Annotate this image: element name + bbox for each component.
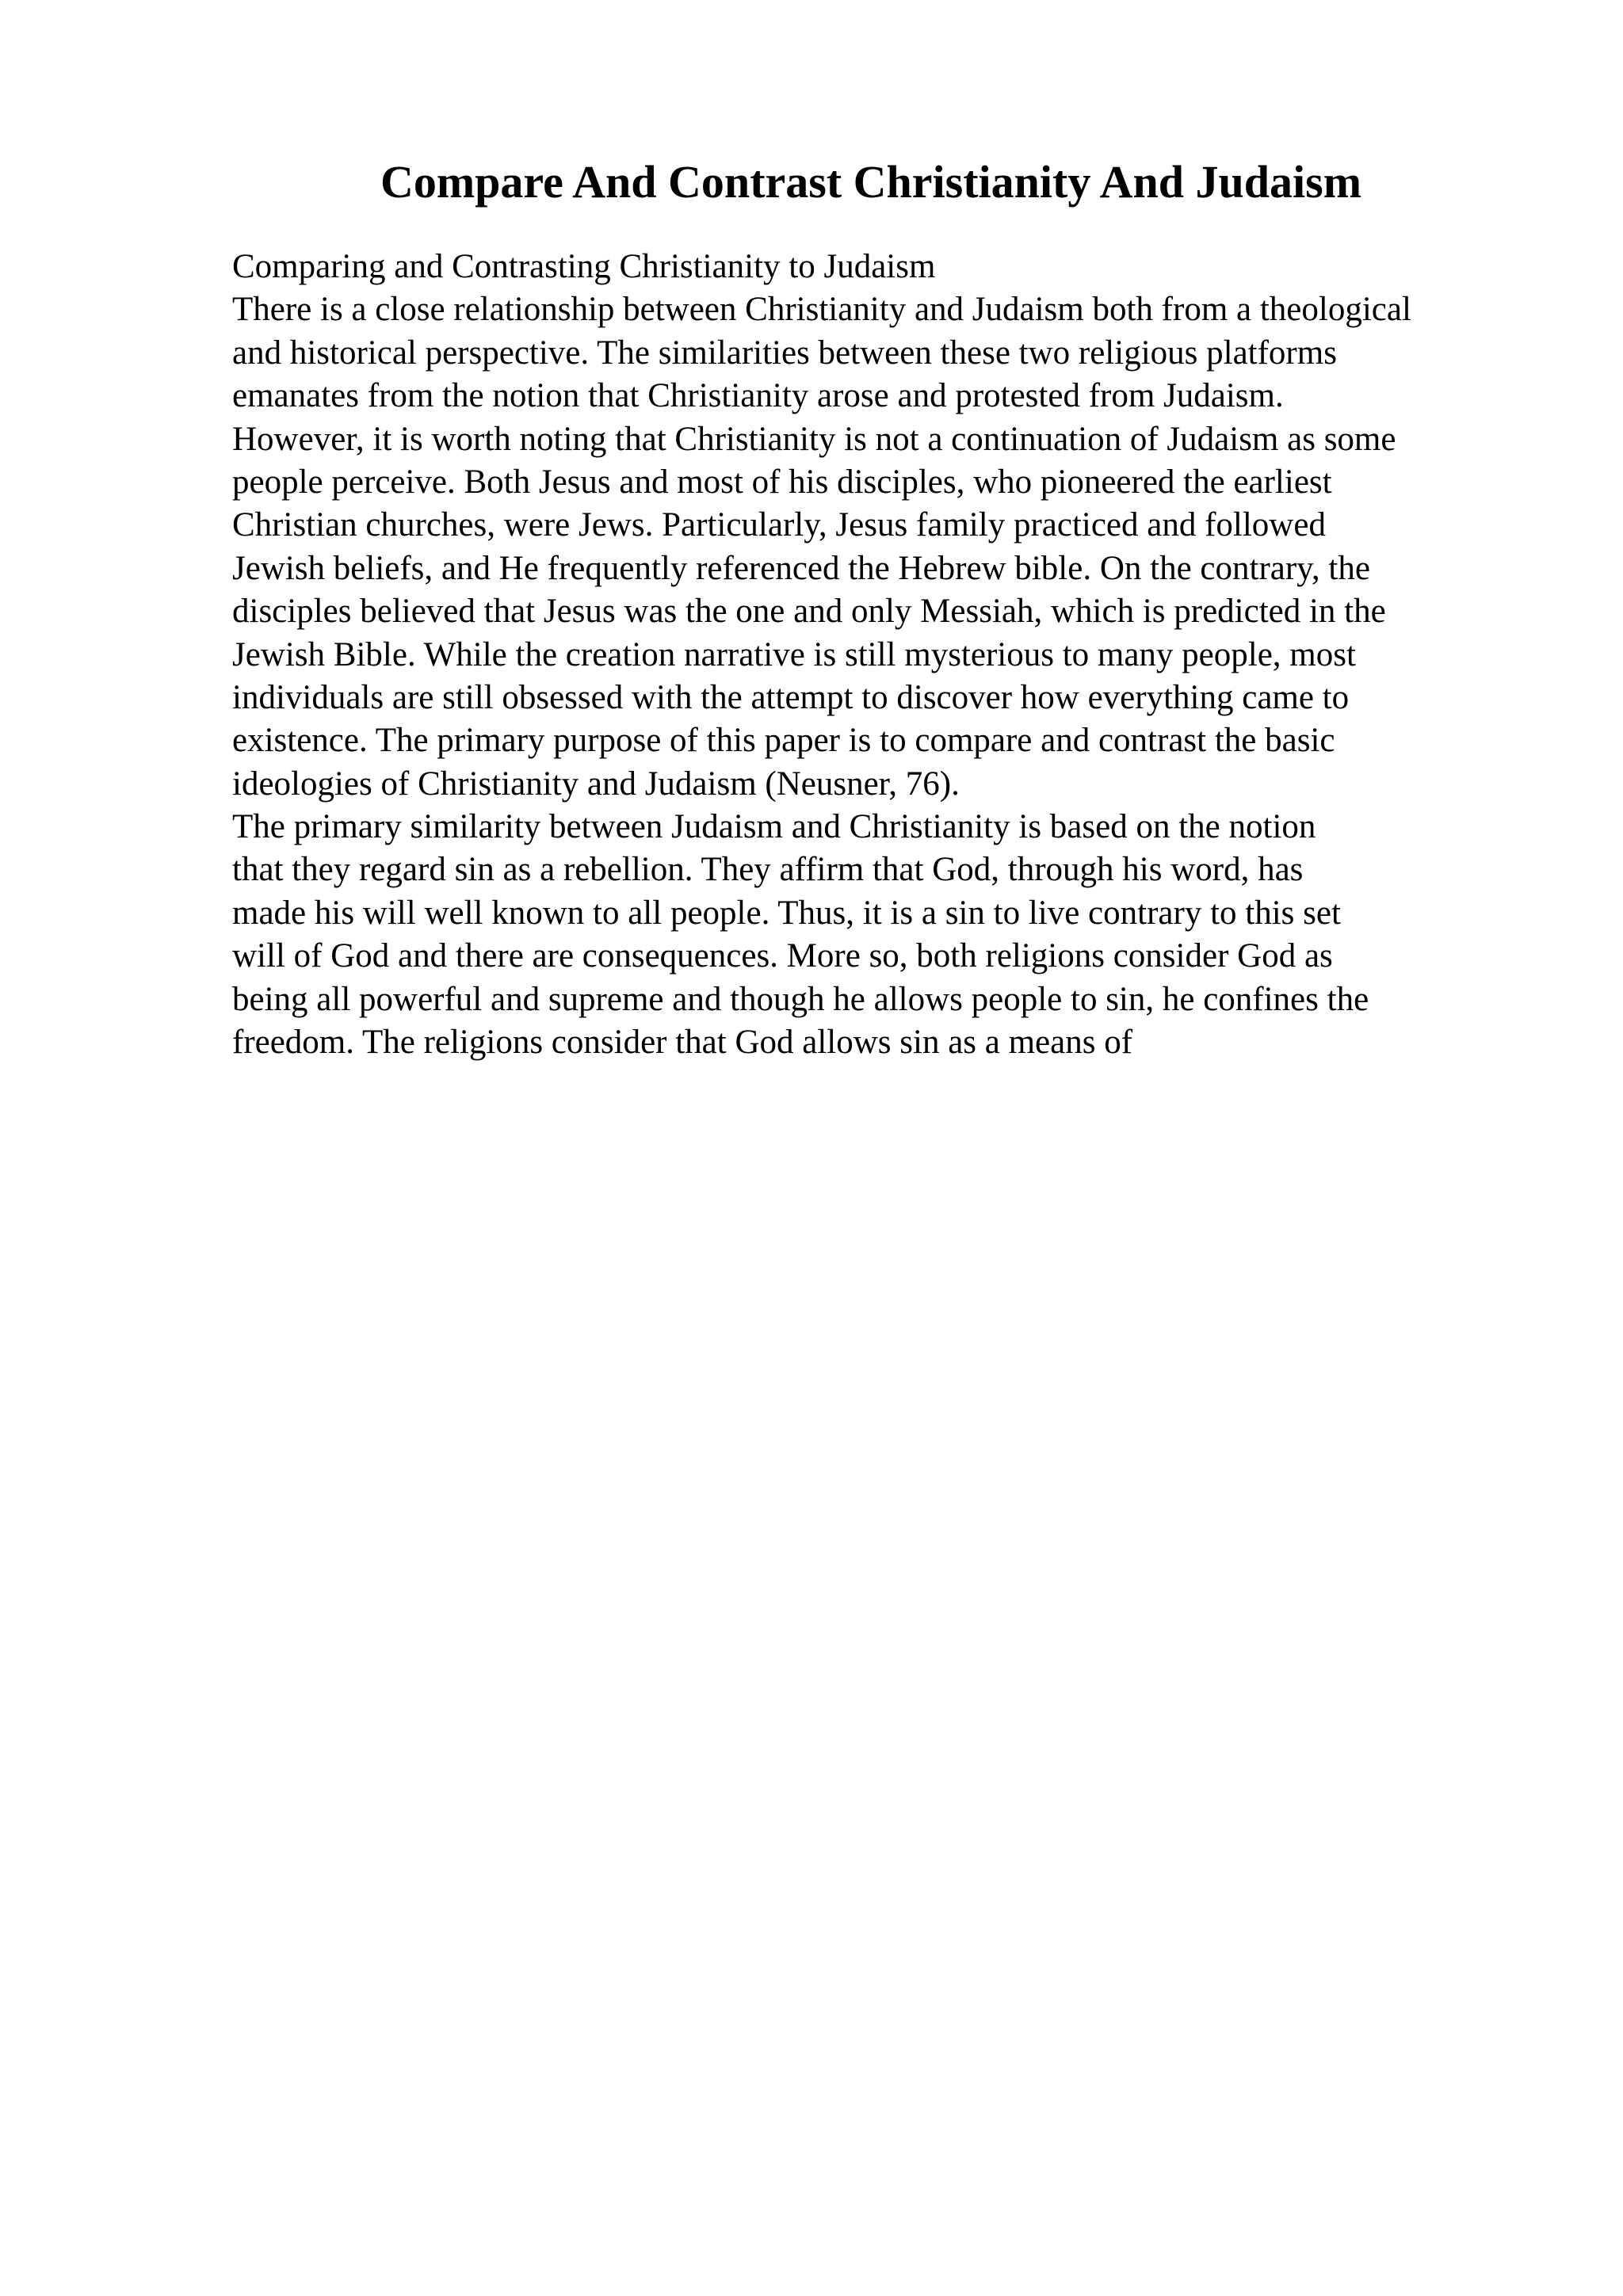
text-line: Jewish Bible. While the creation narrative is still mysterious to many people, most [232,635,1356,673]
text-line: Christian churches, were Jews. Particularly, Jesus family practiced and followed [232,506,1326,544]
text-line: ideologies of Christianity and Judaism (Neusner, 76). [232,765,960,803]
text-line: people perceive. Both Jesus and most of his disciples, who pioneered the earliest [232,463,1332,501]
text-line: being all powerful and supreme and though he allows people to sin, he confines the [232,980,1369,1018]
document-body [232,246,1579,1064]
text-line: disciples believed that Jesus was the one and only Messiah, which is predicted in the [232,593,1386,631]
text-line: Jewish beliefs, and He frequently referenced the Hebrew bible. On the contrary, the [232,549,1370,587]
text-line: Comparing and Contrasting Christianity to Judaism [232,248,936,285]
text-line: The primary similarity between Judaism and Christianity is based on the notion [232,808,1316,846]
text-line: freedom. The religions consider that God allows sin as a means of [232,1024,1133,1062]
text-line: There is a close relationship between Christianity and Judaism both from a theological [232,291,1411,329]
text-line: made his will well known to all people. Thus, it is a sin to live contrary to this set [232,894,1341,932]
text-line: individuals are still obsessed with the attempt to discover how everything came to [232,678,1350,716]
text-line: However, it is worth noting that Christianity is not a continuation of Judaism as some [232,420,1396,458]
text-line: will of God and there are consequences. More so, both religions consider God as [232,937,1333,975]
document-title: Compare And Contrast Christianity And Judaism [380,156,1362,208]
text-line: and historical perspective. The similarities between these two religious platforms [232,334,1337,372]
text-line: emanates from the notion that Christianity arose and protested from Judaism. [232,377,1284,415]
text-line: that they regard sin as a rebellion. They affirm that God, through his word, has [232,851,1304,889]
text-line: existence. The primary purpose of this paper is to compare and contrast the basic [232,722,1335,760]
